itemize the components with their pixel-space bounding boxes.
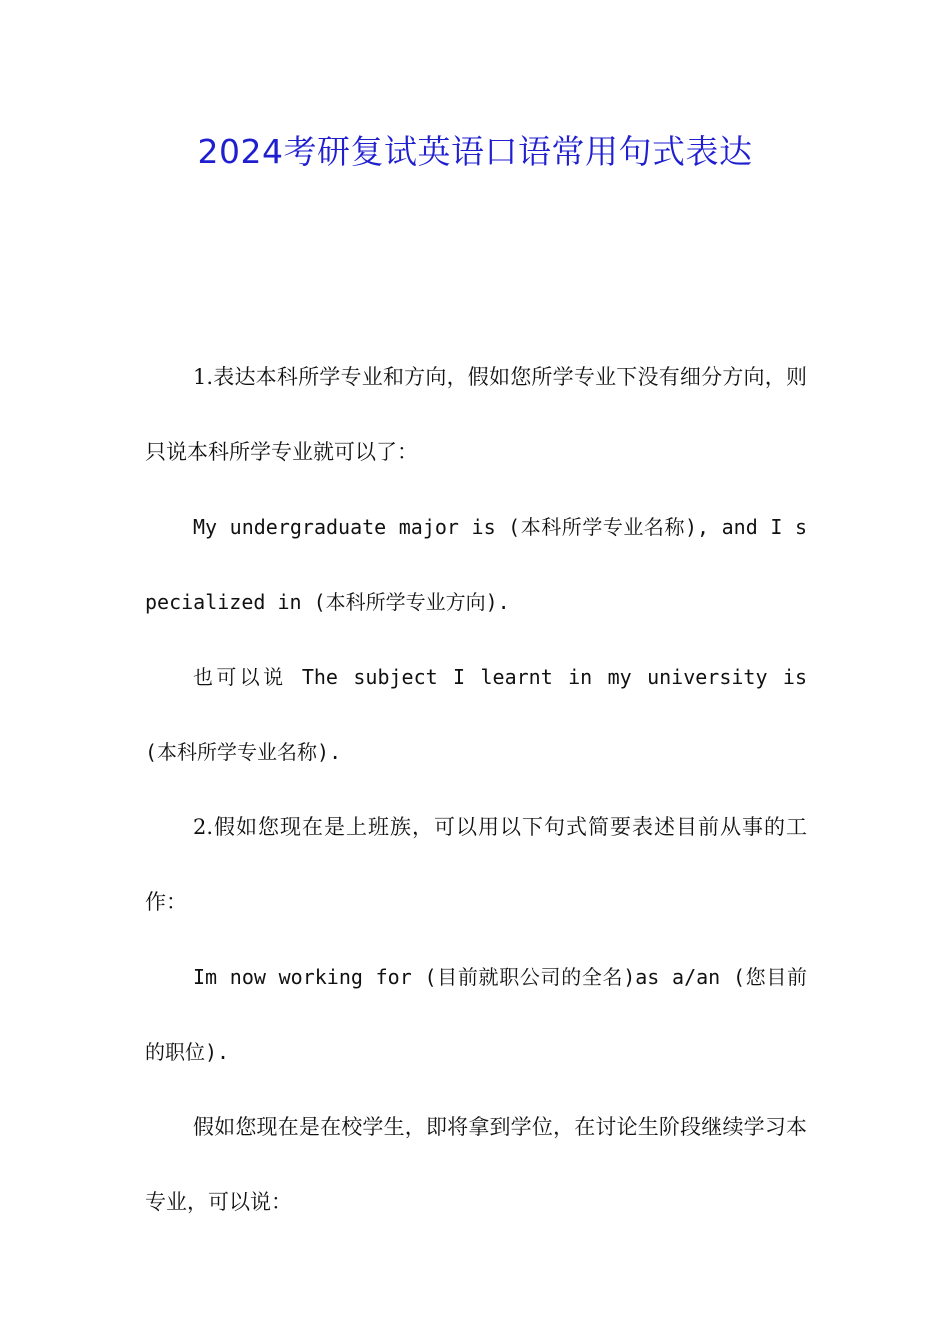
paragraph-work-sentence: Im now working for (目前就职公司的全名)as a/an (您目前的职位). [145,965,807,1064]
paragraph-major-sentence: My undergraduate major is (本科所学专业名称), and I specialized in (本科所学专业方向). [145,515,807,614]
paragraph-work-intro: 2.假如您现在是上班族，可以用以下句式简要表述目前从事的工作： [145,815,807,914]
paragraph-major-intro: 1.表达本科所学专业和方向，假如您所学专业下没有细分方向，则只说本科所学专业就可以了： [145,365,807,464]
paragraph-student-intro: 假如您现在是在校学生，即将拿到学位，在讨论生阶段继续学习本专业，可以说： [145,1115,807,1214]
document-title: 2024考研复试英语口语常用句式表达 [197,132,753,171]
paragraph-major-alternative: 也可以说 The subject I learnt in my university is (本科所学专业名称). [145,665,807,764]
document-body [145,340,807,1240]
